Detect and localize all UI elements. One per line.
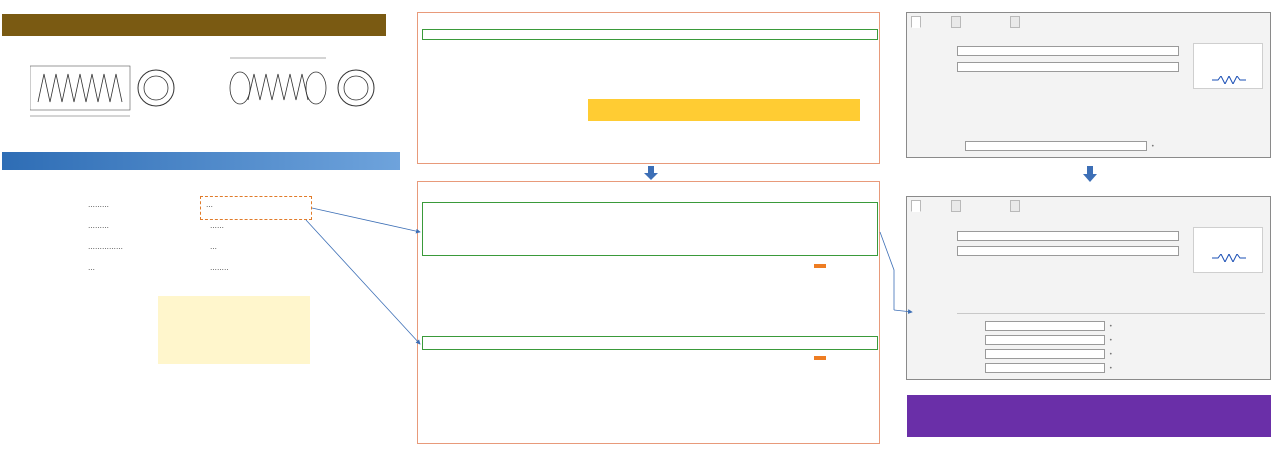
comment-field[interactable] (957, 62, 1179, 72)
tab-add-modifiers[interactable] (951, 16, 961, 28)
param-k-field[interactable] (965, 141, 1147, 151)
connector-to-equation (306, 220, 420, 344)
added-content-tag (814, 264, 826, 268)
summary-note (907, 395, 1271, 437)
component-icon (1193, 227, 1263, 273)
code-panel-spring-detail (417, 181, 880, 444)
formula-1: ········· (88, 203, 109, 211)
parameter-highlight (422, 29, 878, 40)
down-arrow-icon (644, 166, 658, 180)
param-na-field[interactable] (985, 321, 1105, 331)
parameter-dialog-spring (906, 12, 1271, 158)
connector-to-dialog (880, 232, 894, 310)
tab-attributes[interactable] (1010, 200, 1020, 212)
modification-note (588, 99, 860, 121)
added-content-tag (814, 356, 826, 360)
param-d-mean-unit: • (1109, 351, 1113, 358)
tab-general[interactable] (911, 16, 921, 28)
component-icon (1193, 43, 1263, 89)
formula-2: ··· (206, 203, 213, 211)
formula-6: ··· (210, 245, 217, 253)
param-k-unit: • (1151, 143, 1155, 150)
added-equation-highlight (422, 336, 878, 350)
formula-8: ········ (210, 266, 229, 274)
param-d-wire-unit: • (1109, 365, 1113, 372)
formula-4: ······ (210, 224, 224, 232)
group-divider (957, 313, 1265, 314)
code-panel-spring (417, 12, 880, 164)
spring-icon (1212, 254, 1246, 262)
tab-attributes[interactable] (1010, 16, 1020, 28)
connector-to-parameters (312, 208, 420, 232)
design-banner (2, 152, 400, 170)
tab-general[interactable] (911, 200, 921, 212)
k-formula-highlight (200, 196, 312, 220)
spring-icon (1212, 76, 1246, 84)
name-field[interactable] (957, 46, 1179, 56)
comment-field[interactable] (957, 246, 1179, 256)
formula-3: ········· (88, 224, 109, 232)
formula-7: ··· (88, 266, 95, 274)
param-d-mean-field[interactable] (985, 349, 1105, 359)
name-field[interactable] (957, 231, 1179, 241)
param-g-unit: • (1109, 337, 1113, 344)
param-d-wire-field[interactable] (985, 363, 1105, 373)
formula-5: ··············· (88, 245, 123, 253)
added-parameters-highlight (422, 202, 878, 256)
param-g-field[interactable] (985, 335, 1105, 345)
page-title (2, 14, 386, 36)
variable-legend (158, 296, 310, 364)
tab-add-modifiers[interactable] (951, 200, 961, 212)
down-arrow-icon (1083, 166, 1097, 182)
parameter-dialog-spring-detail (906, 196, 1271, 380)
param-na-unit: • (1109, 323, 1113, 330)
spring-drawings (30, 52, 382, 138)
